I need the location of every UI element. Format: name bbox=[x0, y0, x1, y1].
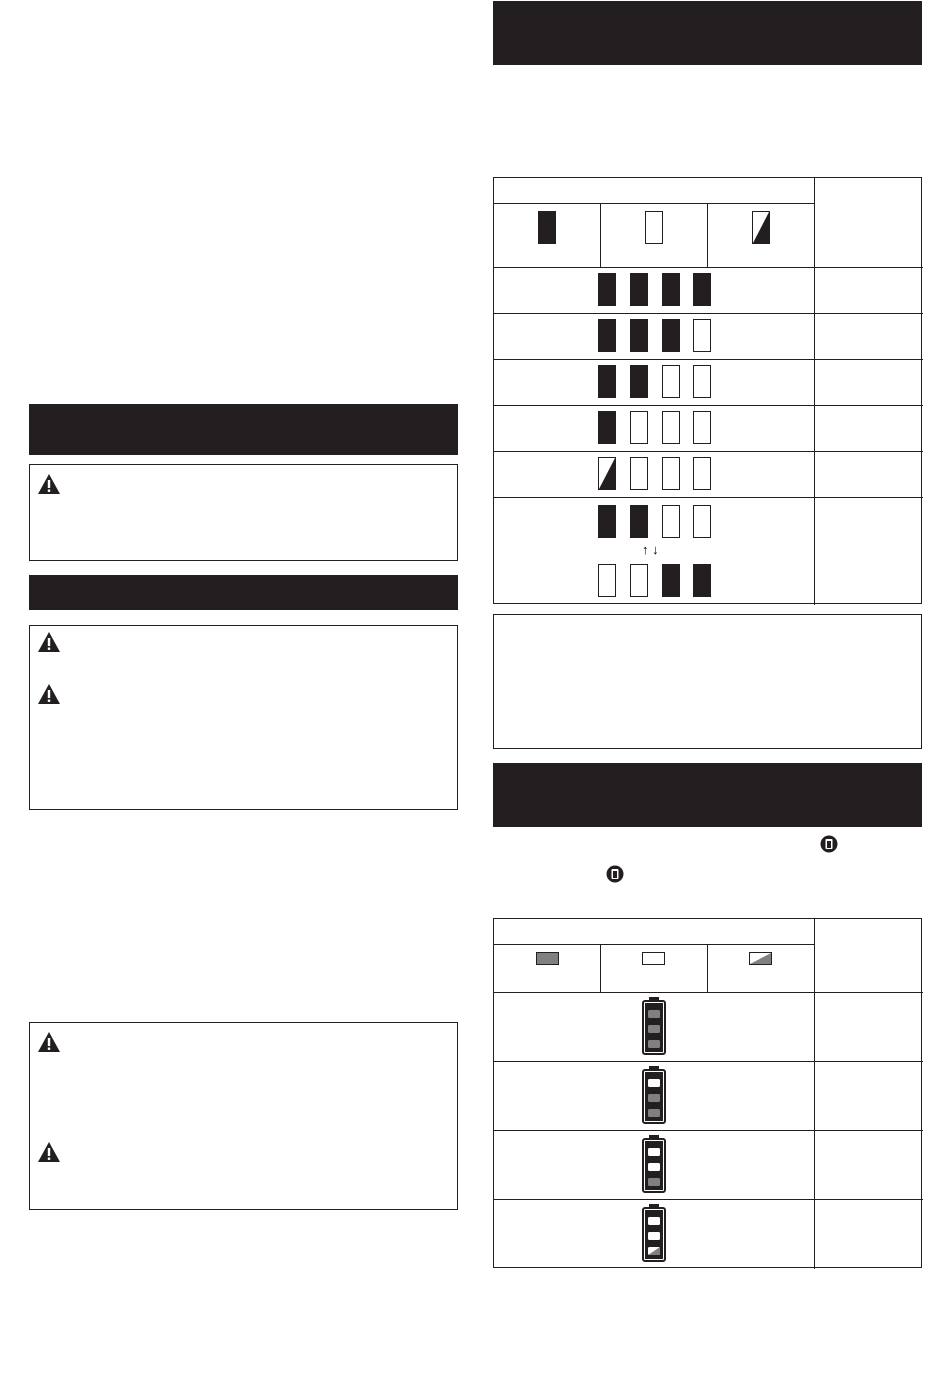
led-lamp bbox=[693, 564, 711, 597]
legend-segment-grey bbox=[536, 952, 559, 965]
battery-segment bbox=[648, 1094, 660, 1102]
battery-icon bbox=[641, 1203, 667, 1263]
led-lamp bbox=[693, 457, 711, 490]
led-lamp bbox=[630, 564, 648, 597]
led-lamp bbox=[693, 411, 711, 444]
led-lamp bbox=[662, 411, 680, 444]
battery-segment bbox=[648, 1232, 660, 1240]
battery-icon bbox=[641, 1134, 667, 1194]
led-lamp bbox=[630, 365, 648, 398]
battery-icon bbox=[641, 1065, 667, 1125]
warning-triangle-icon bbox=[37, 473, 61, 495]
section-header-bar bbox=[493, 763, 922, 827]
section-header-bar bbox=[29, 575, 458, 610]
led-lamp bbox=[630, 505, 648, 538]
battery-indicator-icon bbox=[820, 835, 838, 853]
battery-segment bbox=[648, 1079, 660, 1087]
legend-segment-white bbox=[642, 952, 665, 965]
battery-segment bbox=[648, 1040, 660, 1048]
warning-triangle-icon bbox=[37, 631, 61, 653]
led-lamp bbox=[662, 457, 680, 490]
battery-indicator-icon bbox=[606, 865, 624, 883]
led-lamp bbox=[598, 564, 616, 597]
led-lamp bbox=[630, 319, 648, 352]
alternating-arrows: ↑ ↓ bbox=[642, 542, 659, 557]
warning-triangle-icon bbox=[37, 1141, 61, 1163]
section-header-bar bbox=[493, 1, 922, 65]
led-lamp bbox=[693, 365, 711, 398]
led-lamp bbox=[662, 564, 680, 597]
led-lamp bbox=[693, 273, 711, 306]
battery-indicator-table bbox=[493, 918, 922, 1268]
battery-segment bbox=[648, 1025, 660, 1033]
battery-segment bbox=[648, 1148, 660, 1156]
legend-lamp-off bbox=[645, 211, 663, 244]
led-lamp bbox=[630, 411, 648, 444]
led-lamp bbox=[662, 505, 680, 538]
battery-segment bbox=[648, 1217, 660, 1225]
led-lamp bbox=[630, 457, 648, 490]
led-lamp bbox=[598, 457, 616, 490]
led-lamp bbox=[662, 319, 680, 352]
legend-segment-blinking bbox=[749, 952, 772, 965]
led-lamp bbox=[598, 505, 616, 538]
caution-box bbox=[29, 1022, 458, 1210]
battery-segment bbox=[648, 1010, 660, 1018]
note-box bbox=[493, 614, 922, 749]
section-header-bar bbox=[29, 404, 458, 455]
led-lamp bbox=[662, 365, 680, 398]
led-lamp bbox=[598, 319, 616, 352]
battery-segment bbox=[648, 1163, 660, 1171]
led-lamp bbox=[598, 273, 616, 306]
legend-lamp-on bbox=[538, 211, 556, 244]
legend-lamp-blinking bbox=[752, 211, 770, 244]
led-lamp bbox=[598, 411, 616, 444]
battery-segment bbox=[648, 1178, 660, 1186]
led-lamp bbox=[693, 319, 711, 352]
led-lamp bbox=[630, 273, 648, 306]
caution-box bbox=[29, 625, 458, 810]
warning-box bbox=[29, 464, 458, 561]
led-lamp bbox=[598, 365, 616, 398]
led-indicator-table bbox=[493, 177, 922, 604]
battery-icon bbox=[641, 996, 667, 1056]
led-lamp bbox=[662, 273, 680, 306]
battery-segment bbox=[648, 1109, 660, 1117]
warning-triangle-icon bbox=[37, 1031, 61, 1053]
led-lamp bbox=[693, 505, 711, 538]
warning-triangle-icon bbox=[37, 683, 61, 705]
